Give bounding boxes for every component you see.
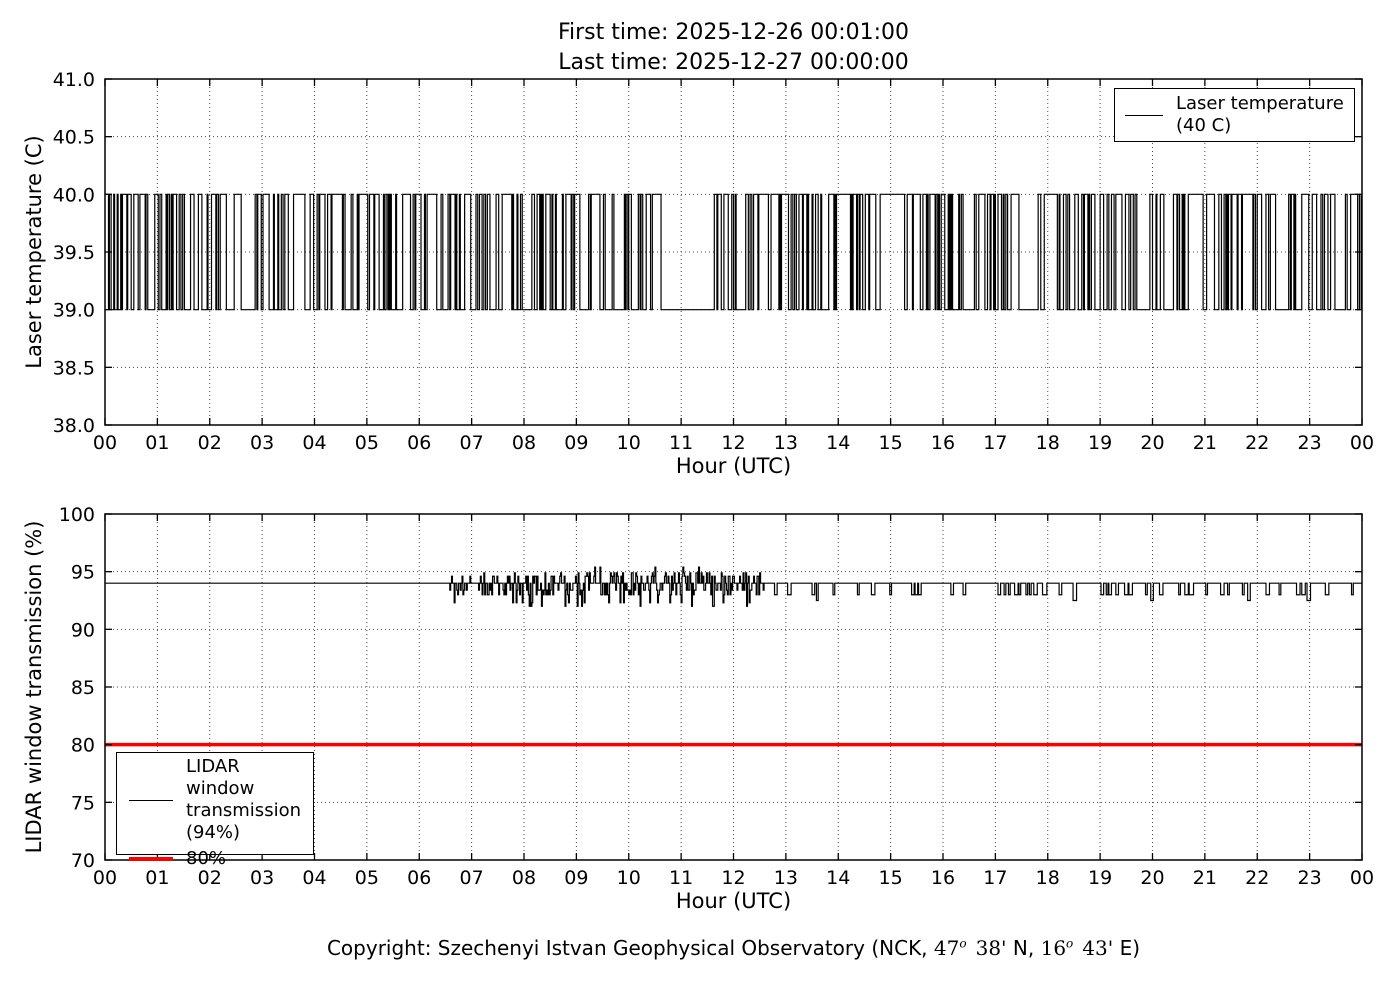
x-tick-label: 12	[721, 867, 746, 889]
y-tick-label: 40.0	[52, 184, 95, 207]
longitude-minutes: 43'	[1082, 936, 1114, 960]
x-tick-label: 18	[1035, 867, 1060, 889]
x-tick-label: 01	[145, 867, 170, 889]
title-last-time: Last time: 2025-12-27 00:00:00	[558, 50, 909, 75]
legend-line-sample-red	[129, 857, 173, 861]
x-tick-label: 01	[145, 432, 170, 454]
x-tick-label: 15	[878, 867, 903, 889]
x-tick-label: 07	[459, 432, 484, 454]
y-tick-label: 85	[70, 677, 95, 699]
x-tick-label: 02	[197, 867, 222, 889]
y-tick-label: 39.0	[52, 299, 95, 322]
x-tick-label: 05	[354, 432, 379, 454]
x-tick-label: 09	[564, 867, 589, 889]
x-tick-label: 00	[1349, 867, 1375, 889]
title-first-time: First time: 2025-12-26 00:01:00	[557, 20, 910, 45]
legend-label: 80%	[186, 848, 227, 869]
top-y-axis-label: Laser temperature (C)	[22, 135, 46, 369]
x-tick-label: 06	[407, 432, 432, 454]
x-tick-label: 03	[250, 432, 275, 454]
x-tick-label: 16	[930, 432, 956, 454]
x-tick-label: 04	[302, 432, 327, 454]
x-tick-label: 13	[773, 867, 798, 889]
x-tick-label: 02	[197, 432, 222, 454]
y-tick-label: 38.5	[52, 357, 95, 380]
latitude-hemisphere: N,	[1006, 936, 1041, 960]
x-tick-label: 03	[250, 867, 275, 889]
chart-title	[105, 18, 1362, 78]
x-tick-label: 23	[1297, 432, 1322, 454]
x-tick-label: 00	[92, 867, 118, 889]
copyright-prefix: Copyright: Szechenyi Istvan Geophysical Observatory (NCK,	[326, 936, 934, 960]
x-tick-label: 15	[878, 432, 903, 454]
y-tick-label: 38.0	[52, 415, 95, 437]
x-tick-label: 04	[302, 867, 327, 889]
x-tick-label: 14	[826, 432, 851, 454]
latitude-degrees: 47	[933, 936, 960, 960]
x-tick-label: 14	[826, 867, 851, 889]
x-tick-label: 16	[930, 867, 956, 889]
x-tick-label: 22	[1245, 867, 1270, 889]
legend-entry-transmission	[129, 756, 305, 844]
x-tick-label: 09	[564, 432, 589, 454]
bottom-x-axis-label: Hour (UTC)	[675, 889, 792, 913]
x-tick-label: 00	[92, 432, 118, 454]
x-tick-label: 11	[669, 432, 694, 454]
x-tick-label: 11	[669, 867, 694, 889]
y-tick-label: 41.0	[52, 69, 95, 91]
x-tick-label: 20	[1140, 867, 1165, 889]
y-tick-label: 90	[70, 619, 95, 642]
y-tick-label: 100	[58, 504, 95, 526]
x-tick-label: 07	[459, 867, 484, 889]
x-tick-label: 10	[616, 432, 641, 454]
y-tick-label: 95	[70, 561, 95, 584]
x-tick-label: 21	[1192, 432, 1217, 454]
x-tick-label: 08	[511, 867, 537, 889]
x-tick-label: 17	[983, 867, 1008, 889]
top-legend	[1114, 88, 1355, 142]
y-tick-label: 75	[70, 792, 95, 815]
y-tick-label: 80	[70, 734, 95, 757]
longitude-degrees: 16	[1040, 936, 1067, 960]
degree-superscript: o	[959, 936, 967, 951]
legend-entry-threshold	[129, 848, 305, 870]
x-tick-label: 17	[983, 432, 1008, 454]
legend-label: Laser temperature (40 C)	[1176, 93, 1344, 136]
longitude-hemisphere: E)	[1113, 936, 1141, 960]
y-tick-label: 39.5	[52, 242, 95, 264]
x-tick-label: 06	[407, 867, 432, 889]
latitude-minutes: 38'	[975, 936, 1007, 960]
x-tick-label: 19	[1088, 867, 1113, 889]
x-tick-label: 19	[1088, 432, 1113, 454]
x-tick-label: 21	[1192, 867, 1217, 889]
x-tick-label: 10	[616, 867, 641, 889]
x-tick-label: 18	[1035, 432, 1060, 454]
y-tick-label: 40.5	[52, 126, 95, 149]
legend-entry-laser-temperature	[1125, 93, 1346, 137]
bottom-legend	[116, 752, 314, 869]
bottom-y-axis-label: LIDAR window transmission (%)	[22, 520, 46, 854]
copyright	[105, 936, 1362, 960]
x-tick-label: 08	[511, 432, 537, 454]
degree-superscript: o	[1066, 936, 1074, 951]
x-tick-label: 23	[1297, 867, 1322, 889]
x-tick-label: 22	[1245, 432, 1270, 454]
legend-line-sample-black	[1125, 115, 1163, 116]
legend-line-sample-black	[129, 800, 173, 801]
x-tick-label: 00	[1349, 432, 1375, 454]
x-tick-label: 12	[721, 432, 746, 454]
x-tick-label: 20	[1140, 432, 1165, 454]
laser-temperature-series	[105, 194, 1362, 309]
x-tick-label: 13	[773, 432, 798, 454]
x-tick-label: 05	[354, 867, 379, 889]
legend-label: LIDAR window transmission (94%)	[186, 756, 301, 843]
y-tick-label: 70	[70, 850, 95, 872]
top-x-axis-label: Hour (UTC)	[675, 454, 792, 478]
